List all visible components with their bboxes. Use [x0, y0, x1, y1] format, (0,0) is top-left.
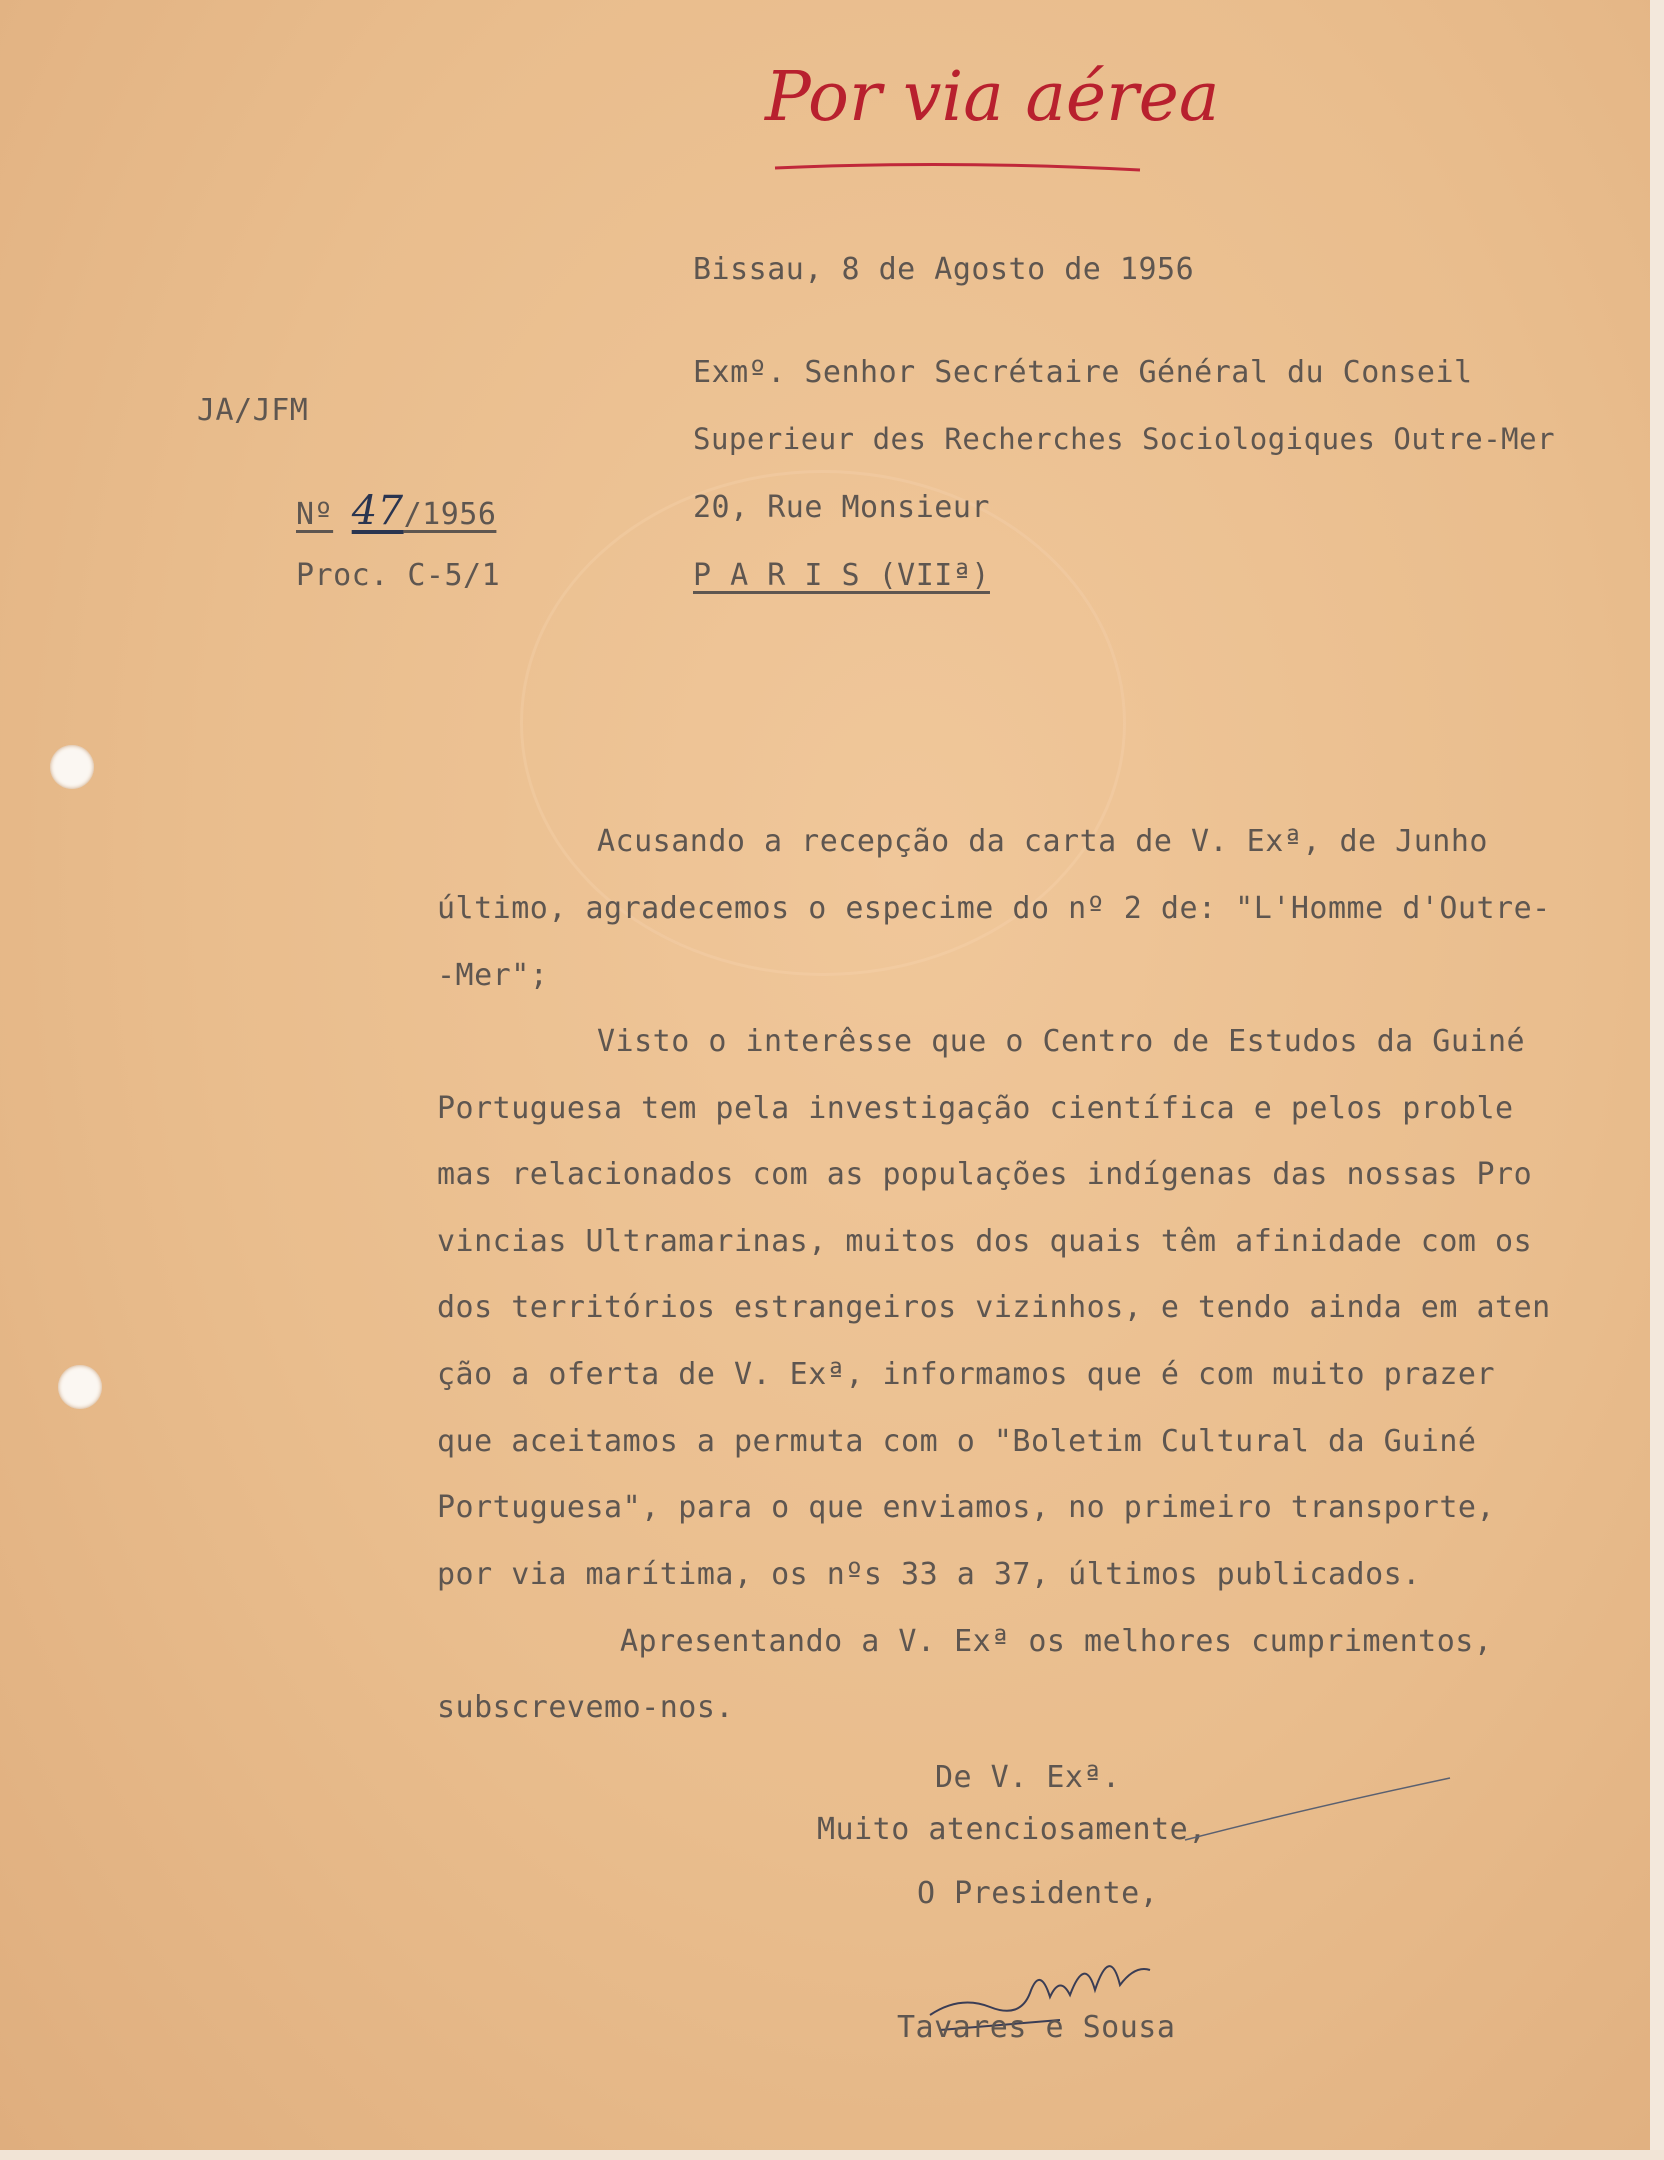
number-year: /1956 — [403, 497, 497, 532]
reference-number — [296, 488, 496, 534]
addressee-line-1: Exmº. Senhor Secrétaire Général du Conseil — [693, 355, 1473, 390]
body-line-13: Apresentando a V. Exª os melhores cumprimentos, — [620, 1624, 1493, 1659]
addressee-line-2: Superieur des Recherches Sociologiques Outre-Mer — [693, 422, 1556, 456]
process-number: Proc. C-5/1 — [296, 558, 501, 593]
body-line-7: vincias Ultramarinas, muitos dos quais têm afinidade com os — [437, 1224, 1533, 1259]
body-line-14: subscrevemo-nos. — [437, 1690, 734, 1725]
closing-line-2: Muito atenciosamente, — [817, 1812, 1207, 1847]
body-line-12: por via marítima, os nºs 33 a 37, últimos publicados. — [437, 1557, 1421, 1592]
scan-edge-bottom — [0, 2150, 1664, 2160]
addressee-city: P A R I S (VIIª) — [693, 558, 990, 593]
signature-name: Tavares e Sousa — [897, 2010, 1176, 2045]
number-handwritten: 47 — [351, 488, 404, 534]
body-line-8: dos territórios estrangeiros vizinhos, e tendo ainda em aten — [437, 1290, 1551, 1325]
red-underline — [770, 150, 1150, 180]
handwritten-airmail-note: Por via aérea — [765, 58, 1220, 137]
body-line-9: ção a oferta de V. Exª, informamos que é com muito prazer — [437, 1357, 1496, 1392]
reference-initials: JA/JFM — [197, 393, 309, 428]
scan-edge-right — [1650, 0, 1664, 2160]
body-line-2: último, agradecemos o especime do nº 2 de: "L'Homme d'Outre- — [437, 891, 1551, 926]
body-line-4: Visto o interêsse que o Centro de Estudos da Guiné — [597, 1024, 1526, 1059]
body-line-6: mas relacionados com as populações indígenas das nossas Pro — [437, 1157, 1533, 1192]
addressee-line-3: 20, Rue Monsieur — [693, 490, 990, 525]
closing-line-1: De V. Exª. — [935, 1760, 1121, 1795]
body-line-11: Portuguesa", para o que enviamos, no primeiro transporte, — [437, 1490, 1496, 1525]
pen-stroke — [1180, 1770, 1460, 1850]
punch-hole-bottom — [58, 1365, 102, 1409]
body-line-10: que aceitamos a permuta com o "Boletim Cultural da Guiné — [437, 1424, 1477, 1459]
body-line-1: Acusando a recepção da carta de V. Exª, de Junho — [597, 824, 1488, 859]
body-line-5: Portuguesa tem pela investigação científica e pelos proble — [437, 1091, 1514, 1126]
punch-hole-top — [50, 745, 94, 789]
number-prefix: Nº — [296, 497, 334, 532]
closing-line-3: O Presidente, — [917, 1876, 1159, 1911]
date-line: Bissau, 8 de Agosto de 1956 — [693, 252, 1195, 287]
body-line-3: -Mer"; — [437, 958, 549, 993]
